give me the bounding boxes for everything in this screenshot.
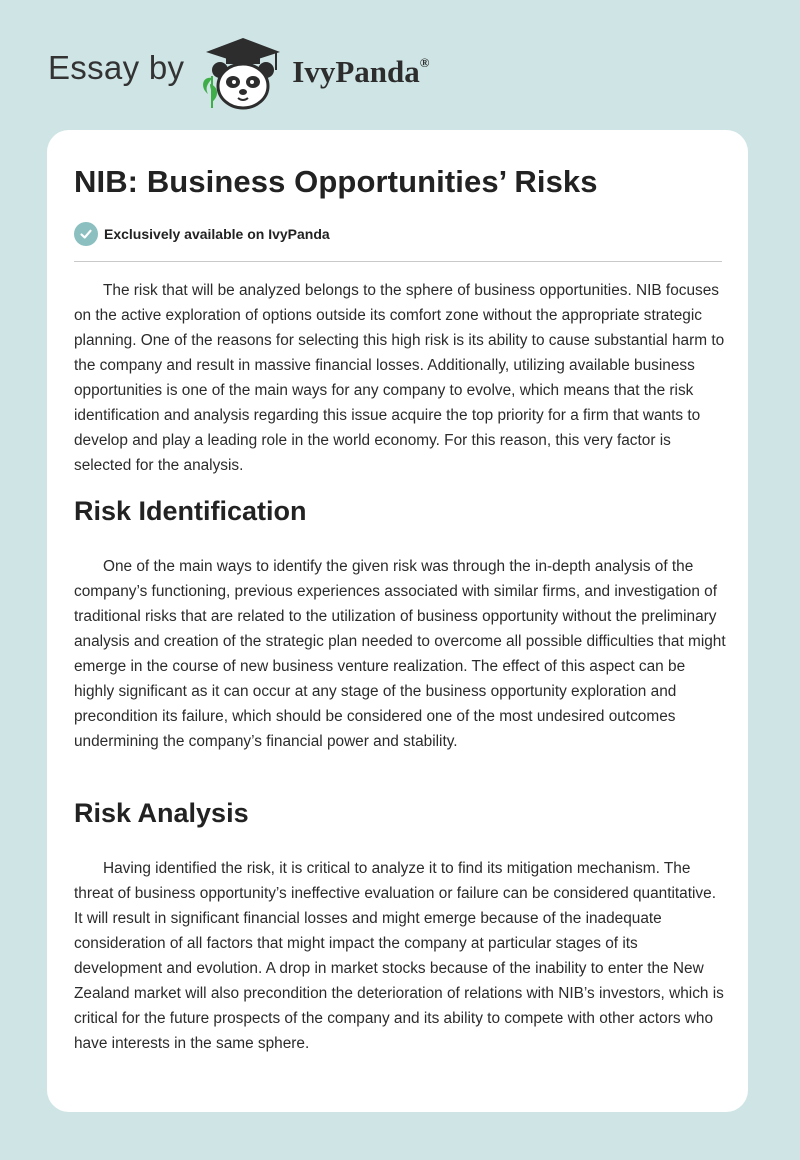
- brand-name[interactable]: IvyPanda®: [292, 54, 430, 89]
- section-heading-risk-analysis: Risk Analysis: [74, 798, 249, 828]
- divider: [74, 261, 722, 262]
- intro-paragraph: The risk that will be analyzed belongs to the sphere of business opportunities. NIB focuses on the active exploration of options outside its comfort zone without the appropriate strategic planning. One of the reasons for selecting this high risk is its ability to cause substantial harm to the company and result in massive financial losses. Additionally, utilizing available business opportunities is one of the main ways for any company to evolve, which means that the risk identification and analysis regarding this issue acquire the top priority for a firm that wants to develop and play a leading role in the world economy. For this reason, this very factor is selected for the analysis.: [74, 282, 725, 474]
- essay-by-label: Essay by: [48, 49, 185, 86]
- panda-graduate-logo-icon[interactable]: [198, 36, 288, 112]
- exclusive-badge-label: Exclusively available on IvyPanda: [104, 226, 330, 242]
- registered-mark: ®: [419, 54, 430, 70]
- check-icon: [74, 222, 98, 246]
- risk-analysis-paragraph: Having identified the risk, it is critical to analyze it to find its mitigation mechanism. The threat of business opportunity’s ineffective evaluation or failure can be considered quantitative. It will result in significant financial losses and might emerge because of the inadequate consideration of all factors that might impact the company at particular stages of its development and evolution. A drop in market stocks because of the inability to enter the New Zealand market will also precondition the deterioration of relations with NIB’s investors, which is critical for the future prospects of the company and its ability to compete with other actors who have interests in the same sphere.: [74, 860, 724, 1052]
- section-heading-risk-identification: Risk Identification: [74, 496, 307, 526]
- page-title: NIB: Business Opportunities’ Risks: [74, 164, 598, 199]
- exclusive-badge: [74, 222, 330, 246]
- risk-identification-paragraph: One of the main ways to identify the given risk was through the in-depth analysis of the company’s functioning, previous experiences associated with similar firms, and investigation of traditional risks that are related to the utilization of business opportunity without the preliminary analysis and creation of the strategic plan needed to overcome all possible difficulties that might emerge in the course of new business venture realization. The effect of this aspect can be highly significant as it can occur at any stage of the business opportunity exploration and precondition its failure, which should be considered one of the most undesired outcomes undermining the company’s financial power and stability.: [74, 558, 726, 750]
- site-header: [48, 34, 648, 114]
- article-card: [47, 130, 748, 1112]
